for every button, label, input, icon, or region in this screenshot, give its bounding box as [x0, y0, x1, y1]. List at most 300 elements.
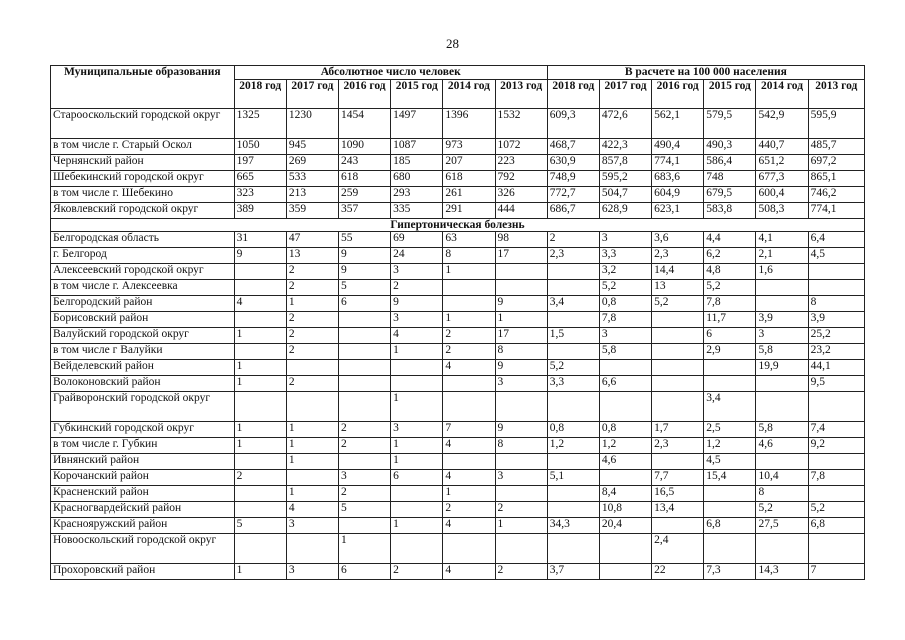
per-100000-cell: 3,3 — [547, 376, 599, 392]
table-row — [51, 280, 865, 296]
per-100000-cell — [599, 360, 651, 376]
absolute-count-cell: 359 — [286, 203, 338, 219]
per-100000-cell — [547, 502, 599, 518]
absolute-count-cell: 2 — [391, 280, 443, 296]
absolute-count-cell: 2 — [338, 422, 390, 438]
per-100000-cell: 2,3 — [652, 248, 704, 264]
table-row — [51, 344, 865, 360]
per-100000-cell: 3,9 — [756, 312, 808, 328]
absolute-count-cell: 9 — [495, 422, 547, 438]
per-100000-cell: 3,2 — [599, 264, 651, 280]
per-100000-cell: 579,5 — [704, 109, 756, 139]
table-row — [51, 187, 865, 203]
per-100000-cell: 2,3 — [652, 438, 704, 454]
absolute-count-cell: 3 — [391, 312, 443, 328]
absolute-count-cell: 4 — [443, 438, 495, 454]
per-100000-cell: 7,4 — [808, 422, 864, 438]
absolute-count-cell: 8 — [443, 248, 495, 264]
per-100000-cell: 13 — [652, 280, 704, 296]
per-100000-cell — [808, 392, 864, 422]
absolute-count-cell: 223 — [495, 155, 547, 171]
absolute-count-cell: 293 — [391, 187, 443, 203]
per-100000-cell: 27,5 — [756, 518, 808, 534]
per-100000-cell: 0,8 — [599, 422, 651, 438]
absolute-count-cell: 945 — [286, 139, 338, 155]
absolute-count-cell: 1230 — [286, 109, 338, 139]
absolute-count-cell: 1 — [286, 296, 338, 312]
table-row — [51, 155, 865, 171]
absolute-count-cell: 9 — [495, 360, 547, 376]
absolute-count-cell — [443, 296, 495, 312]
absolute-count-cell — [443, 534, 495, 564]
table-row — [51, 422, 865, 438]
absolute-count-cell: 1396 — [443, 109, 495, 139]
per-100000-cell — [547, 312, 599, 328]
per-100000-cell: 600,4 — [756, 187, 808, 203]
absolute-year-header: 2017 год — [286, 79, 338, 108]
per-100000-cell: 5,8 — [756, 344, 808, 360]
table-row — [51, 454, 865, 470]
per-100000-cell — [652, 360, 704, 376]
absolute-count-header: Абсолютное число человек — [234, 66, 547, 80]
absolute-count-cell: 335 — [391, 203, 443, 219]
per-100000-cell: 604,9 — [652, 187, 704, 203]
absolute-count-cell: 17 — [495, 328, 547, 344]
absolute-count-cell: 1 — [286, 438, 338, 454]
per-100000-cell: 630,9 — [547, 155, 599, 171]
per-100000-year-header: 2014 год — [756, 79, 808, 108]
absolute-count-cell: 8 — [495, 344, 547, 360]
absolute-count-cell: 680 — [391, 171, 443, 187]
per-100000-cell: 0,8 — [599, 296, 651, 312]
absolute-count-cell: 1 — [234, 422, 286, 438]
per-100000-cell — [547, 344, 599, 360]
per-100000-cell: 2,4 — [652, 534, 704, 564]
absolute-count-cell: 2 — [286, 264, 338, 280]
per-100000-cell: 5,2 — [652, 296, 704, 312]
municipality-name-cell: Чернянский район — [51, 155, 235, 171]
absolute-count-cell: 2 — [443, 502, 495, 518]
per-100000-cell: 7,8 — [808, 470, 864, 486]
municipality-name-cell: Губкинский городской округ — [51, 422, 235, 438]
absolute-count-cell: 185 — [391, 155, 443, 171]
per-100000-cell: 4,1 — [756, 232, 808, 248]
per-100000-cell: 4,6 — [756, 438, 808, 454]
per-100000-cell: 7,3 — [704, 564, 756, 580]
per-100000-cell: 3,9 — [808, 312, 864, 328]
per-100000-cell: 422,3 — [599, 139, 651, 155]
per-100000-cell — [599, 564, 651, 580]
municipality-name-cell: Краснояружский район — [51, 518, 235, 534]
per-100000-cell: 623,1 — [652, 203, 704, 219]
per-100000-cell: 8,4 — [599, 486, 651, 502]
absolute-count-cell — [338, 454, 390, 470]
absolute-count-cell: 2 — [286, 344, 338, 360]
absolute-count-cell: 444 — [495, 203, 547, 219]
per-100000-cell: 609,3 — [547, 109, 599, 139]
per-100000-cell: 485,7 — [808, 139, 864, 155]
absolute-count-cell — [338, 344, 390, 360]
per-100000-cell: 3,4 — [704, 392, 756, 422]
absolute-count-cell: 792 — [495, 171, 547, 187]
municipality-name-cell: Алексеевский городской округ — [51, 264, 235, 280]
municipality-name-cell: Ивнянский район — [51, 454, 235, 470]
per-100000-year-header: 2017 год — [599, 79, 651, 108]
absolute-count-cell — [234, 392, 286, 422]
absolute-year-header: 2018 год — [234, 79, 286, 108]
absolute-count-cell — [234, 264, 286, 280]
municipality-name-cell: Красненский район — [51, 486, 235, 502]
per-100000-cell: 3 — [599, 232, 651, 248]
municipality-name-cell: в том числе г Валуйки — [51, 344, 235, 360]
absolute-count-cell — [234, 344, 286, 360]
table-row — [51, 203, 865, 219]
table-row — [51, 139, 865, 155]
per-100000-cell — [652, 392, 704, 422]
absolute-count-cell: 323 — [234, 187, 286, 203]
per-100000-year-header: 2013 год — [808, 79, 864, 108]
municipality-name-cell: Новооскольский городской округ — [51, 534, 235, 564]
section-row — [51, 219, 865, 232]
per-100000-cell: 4,5 — [704, 454, 756, 470]
absolute-count-cell: 4 — [286, 502, 338, 518]
section-title: Гипертоническая болезнь — [51, 219, 865, 232]
municipality-name-cell: Волоконовский район — [51, 376, 235, 392]
per-100000-cell: 7 — [808, 564, 864, 580]
table-row — [51, 328, 865, 344]
per-100000-cell: 14,4 — [652, 264, 704, 280]
absolute-count-cell: 2 — [391, 564, 443, 580]
per-100000-cell: 5,2 — [808, 502, 864, 518]
table-row — [51, 502, 865, 518]
municipality-name-cell: Красногвардейский район — [51, 502, 235, 518]
absolute-count-cell: 1 — [234, 376, 286, 392]
municipality-name-cell: Вейделевский район — [51, 360, 235, 376]
absolute-count-cell: 533 — [286, 171, 338, 187]
municipality-name-cell: Прохоровский район — [51, 564, 235, 580]
absolute-count-cell: 2 — [286, 280, 338, 296]
per-100000-cell — [547, 454, 599, 470]
absolute-count-cell: 1325 — [234, 109, 286, 139]
per-100000-cell: 440,7 — [756, 139, 808, 155]
absolute-count-cell: 197 — [234, 155, 286, 171]
per-100000-cell: 490,4 — [652, 139, 704, 155]
absolute-count-cell — [495, 454, 547, 470]
per-100000-cell: 774,1 — [808, 203, 864, 219]
absolute-count-cell: 3 — [286, 518, 338, 534]
absolute-count-cell: 6 — [338, 564, 390, 580]
per-100000-cell: 677,3 — [756, 171, 808, 187]
per-100000-cell: 2,1 — [756, 248, 808, 264]
per-100000-cell — [704, 360, 756, 376]
absolute-count-cell: 2 — [495, 564, 547, 580]
absolute-count-cell: 4 — [234, 296, 286, 312]
per-100000-cell: 542,9 — [756, 109, 808, 139]
per-100000-cell: 16,5 — [652, 486, 704, 502]
absolute-count-cell: 4 — [443, 470, 495, 486]
per-100000-cell: 5,2 — [547, 360, 599, 376]
per-100000-cell: 508,3 — [756, 203, 808, 219]
per-100000-cell: 583,8 — [704, 203, 756, 219]
per-100000-cell: 44,1 — [808, 360, 864, 376]
table-row — [51, 296, 865, 312]
per-100000-cell: 1,2 — [599, 438, 651, 454]
absolute-count-cell: 1 — [234, 438, 286, 454]
absolute-count-cell: 9 — [495, 296, 547, 312]
per-100000-cell — [808, 534, 864, 564]
absolute-count-cell: 9 — [391, 296, 443, 312]
per-100000-cell: 772,7 — [547, 187, 599, 203]
per-100000-cell — [652, 454, 704, 470]
per-100000-cell — [756, 454, 808, 470]
per-100000-cell — [704, 376, 756, 392]
per-100000-cell: 746,2 — [808, 187, 864, 203]
table-row — [51, 264, 865, 280]
absolute-count-cell: 2 — [286, 328, 338, 344]
per-100000-header: В расчете на 100 000 населения — [547, 66, 864, 80]
absolute-count-cell: 1 — [495, 312, 547, 328]
per-100000-cell: 8 — [756, 486, 808, 502]
per-100000-cell — [599, 470, 651, 486]
per-100000-cell — [652, 328, 704, 344]
per-100000-year-header: 2016 год — [652, 79, 704, 108]
per-100000-cell: 5,2 — [704, 280, 756, 296]
absolute-count-cell: 2 — [286, 376, 338, 392]
per-100000-cell: 0,8 — [547, 422, 599, 438]
absolute-count-cell: 1072 — [495, 139, 547, 155]
per-100000-cell: 628,9 — [599, 203, 651, 219]
absolute-count-cell: 4 — [443, 518, 495, 534]
municipality-name-cell: Белгородская область — [51, 232, 235, 248]
absolute-count-cell — [234, 454, 286, 470]
statistics-table — [50, 65, 865, 580]
table-row — [51, 360, 865, 376]
absolute-count-cell — [338, 392, 390, 422]
absolute-count-cell — [338, 312, 390, 328]
per-100000-cell: 7,7 — [652, 470, 704, 486]
per-100000-cell: 3,3 — [599, 248, 651, 264]
per-100000-cell — [547, 264, 599, 280]
absolute-count-cell — [495, 534, 547, 564]
per-100000-cell: 13,4 — [652, 502, 704, 518]
per-100000-cell: 2,9 — [704, 344, 756, 360]
absolute-count-cell: 2 — [338, 486, 390, 502]
per-100000-cell: 5,2 — [756, 502, 808, 518]
absolute-year-header: 2015 год — [391, 79, 443, 108]
absolute-year-header: 2016 год — [338, 79, 390, 108]
per-100000-cell — [808, 264, 864, 280]
per-100000-cell — [652, 518, 704, 534]
table-row — [51, 470, 865, 486]
municipality-name-cell: Старооскольский городской округ — [51, 109, 235, 139]
table-row — [51, 438, 865, 454]
absolute-count-cell: 213 — [286, 187, 338, 203]
absolute-count-cell: 1087 — [391, 139, 443, 155]
absolute-count-cell: 357 — [338, 203, 390, 219]
municipality-name-cell: Корочанский район — [51, 470, 235, 486]
absolute-count-cell: 1 — [286, 422, 338, 438]
per-100000-cell: 651,2 — [756, 155, 808, 171]
municipality-name-cell: Борисовский район — [51, 312, 235, 328]
per-100000-cell: 865,1 — [808, 171, 864, 187]
municipality-name-cell: в том числе г. Старый Оскол — [51, 139, 235, 155]
per-100000-cell: 6,8 — [704, 518, 756, 534]
per-100000-cell: 22 — [652, 564, 704, 580]
per-100000-cell — [704, 534, 756, 564]
absolute-count-cell: 2 — [443, 328, 495, 344]
per-100000-cell: 9,5 — [808, 376, 864, 392]
absolute-count-cell: 5 — [338, 280, 390, 296]
absolute-count-cell: 1 — [234, 360, 286, 376]
per-100000-cell — [547, 486, 599, 502]
per-100000-year-header: 2018 год — [547, 79, 599, 108]
per-100000-cell: 3 — [599, 328, 651, 344]
municipality-name-cell: в том числе г. Шебекино — [51, 187, 235, 203]
per-100000-cell: 15,4 — [704, 470, 756, 486]
absolute-count-cell: 3 — [495, 376, 547, 392]
absolute-count-cell — [234, 280, 286, 296]
absolute-count-cell: 261 — [443, 187, 495, 203]
per-100000-cell: 683,6 — [652, 171, 704, 187]
per-100000-cell — [756, 280, 808, 296]
absolute-count-cell: 326 — [495, 187, 547, 203]
per-100000-cell: 679,5 — [704, 187, 756, 203]
table-row — [51, 109, 865, 139]
per-100000-cell: 6,8 — [808, 518, 864, 534]
per-100000-cell — [547, 534, 599, 564]
municipality-name-cell: Шебекинский городской округ — [51, 171, 235, 187]
per-100000-cell: 10,8 — [599, 502, 651, 518]
absolute-count-cell: 8 — [495, 438, 547, 454]
per-100000-cell: 1,2 — [547, 438, 599, 454]
absolute-count-cell — [234, 486, 286, 502]
table-row — [51, 534, 865, 564]
absolute-count-cell: 665 — [234, 171, 286, 187]
absolute-count-cell: 3 — [391, 422, 443, 438]
absolute-count-cell: 6 — [391, 470, 443, 486]
absolute-count-cell — [234, 534, 286, 564]
municipality-name-cell: Яковлевский городской округ — [51, 203, 235, 219]
per-100000-cell: 595,9 — [808, 109, 864, 139]
absolute-count-cell: 4 — [391, 328, 443, 344]
per-100000-cell — [652, 344, 704, 360]
absolute-count-cell: 4 — [443, 564, 495, 580]
absolute-count-cell: 9 — [338, 264, 390, 280]
absolute-count-cell — [495, 264, 547, 280]
absolute-count-cell: 1497 — [391, 109, 443, 139]
per-100000-cell: 6 — [704, 328, 756, 344]
absolute-count-cell: 291 — [443, 203, 495, 219]
municipality-name-cell: в том числе г. Губкин — [51, 438, 235, 454]
per-100000-cell: 14,3 — [756, 564, 808, 580]
absolute-count-cell: 269 — [286, 155, 338, 171]
absolute-count-cell: 3 — [286, 564, 338, 580]
absolute-count-cell: 24 — [391, 248, 443, 264]
per-100000-cell: 11,7 — [704, 312, 756, 328]
per-100000-cell: 34,3 — [547, 518, 599, 534]
per-100000-cell — [756, 534, 808, 564]
absolute-count-cell: 2 — [338, 438, 390, 454]
absolute-count-cell: 17 — [495, 248, 547, 264]
per-100000-cell — [808, 280, 864, 296]
per-100000-cell: 7,8 — [704, 296, 756, 312]
page-number: 28 — [446, 36, 459, 51]
absolute-count-cell: 1 — [391, 438, 443, 454]
per-100000-cell: 4,8 — [704, 264, 756, 280]
per-100000-cell: 562,1 — [652, 109, 704, 139]
table-row — [51, 232, 865, 248]
per-100000-cell — [756, 296, 808, 312]
per-100000-cell — [756, 392, 808, 422]
absolute-count-cell: 1 — [495, 518, 547, 534]
per-100000-cell: 3,7 — [547, 564, 599, 580]
absolute-count-cell: 1090 — [338, 139, 390, 155]
absolute-count-cell: 1050 — [234, 139, 286, 155]
absolute-count-cell — [286, 392, 338, 422]
absolute-count-cell — [286, 470, 338, 486]
absolute-count-cell: 3 — [338, 470, 390, 486]
per-100000-cell: 686,7 — [547, 203, 599, 219]
per-100000-cell — [599, 392, 651, 422]
per-100000-cell: 4,4 — [704, 232, 756, 248]
per-100000-cell: 3,4 — [547, 296, 599, 312]
absolute-count-cell: 31 — [234, 232, 286, 248]
per-100000-cell — [547, 392, 599, 422]
absolute-count-cell: 259 — [338, 187, 390, 203]
absolute-count-cell: 6 — [338, 296, 390, 312]
per-100000-cell: 748,9 — [547, 171, 599, 187]
absolute-count-cell: 9 — [338, 248, 390, 264]
table-row — [51, 518, 865, 534]
per-100000-cell: 586,4 — [704, 155, 756, 171]
absolute-count-cell: 1 — [391, 518, 443, 534]
absolute-count-cell — [338, 376, 390, 392]
absolute-count-cell — [286, 534, 338, 564]
absolute-count-cell — [391, 376, 443, 392]
absolute-count-cell: 98 — [495, 232, 547, 248]
per-100000-cell: 3 — [756, 328, 808, 344]
per-100000-cell — [808, 454, 864, 470]
absolute-count-cell — [338, 328, 390, 344]
per-100000-cell: 8 — [808, 296, 864, 312]
absolute-count-cell: 2 — [443, 344, 495, 360]
absolute-count-cell: 2 — [234, 470, 286, 486]
absolute-count-cell: 3 — [495, 470, 547, 486]
per-100000-cell — [704, 502, 756, 518]
absolute-year-header: 2013 год — [495, 79, 547, 108]
absolute-count-cell: 618 — [338, 171, 390, 187]
municipality-name-cell: г. Белгород — [51, 248, 235, 264]
absolute-count-cell: 1 — [443, 264, 495, 280]
absolute-count-cell — [495, 392, 547, 422]
per-100000-cell: 5,1 — [547, 470, 599, 486]
absolute-count-cell — [391, 360, 443, 376]
per-100000-cell: 2 — [547, 232, 599, 248]
absolute-count-cell — [443, 392, 495, 422]
absolute-count-cell — [495, 280, 547, 296]
absolute-count-cell: 1 — [234, 328, 286, 344]
per-100000-cell: 25,2 — [808, 328, 864, 344]
absolute-count-cell: 1 — [286, 486, 338, 502]
absolute-count-cell: 1 — [286, 454, 338, 470]
municipality-name-cell: Грайворонский городской округ — [51, 392, 235, 422]
absolute-count-cell — [234, 502, 286, 518]
absolute-count-cell: 9 — [234, 248, 286, 264]
table-row — [51, 171, 865, 187]
per-100000-cell: 4,5 — [808, 248, 864, 264]
table-row — [51, 486, 865, 502]
absolute-count-cell — [443, 454, 495, 470]
